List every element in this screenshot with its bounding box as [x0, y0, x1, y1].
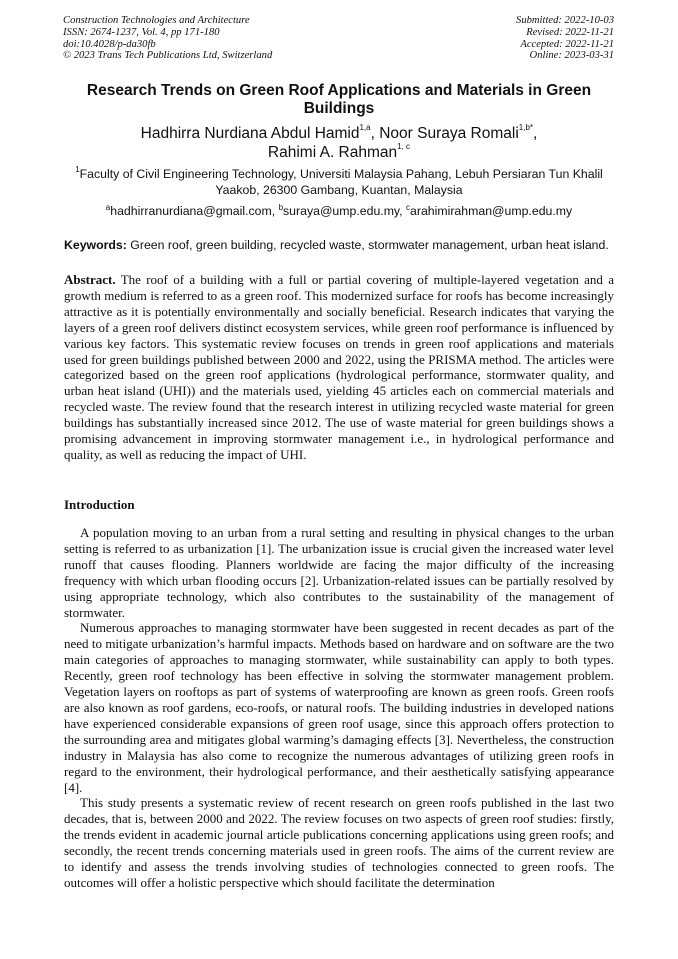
email-mark: b: [278, 203, 284, 212]
keywords: [64, 238, 624, 252]
revised-date: Revised: 2022-11-21: [526, 26, 614, 38]
keywords-label: Keywords:: [64, 238, 127, 252]
affiliation-text: Faculty of Civil Engineering Technology, Universiti Malaysia Pahang, Lebuh Persiaran Tun Khalil Yaakob, 26300 Gambang, Kuantan, Malaysia: [79, 167, 603, 197]
online-date: Online: 2023-03-31: [529, 50, 614, 62]
email-mark: a: [105, 203, 111, 212]
doi: doi:10.4028/p-da30fb: [63, 38, 156, 50]
dates-info: [516, 15, 614, 62]
affiliation: [64, 166, 614, 198]
submitted-date: Submitted: 2022-10-03: [516, 15, 614, 26]
accepted-date: Accepted: 2022-11-21: [520, 38, 614, 50]
author-affiliation-mark: 1, c: [397, 142, 411, 151]
email: hadhirranurdiana@gmail.com,: [110, 204, 279, 218]
author-name: Noor Suraya Romali: [379, 125, 519, 142]
paragraph: A population moving to an urban from a rural setting and resulting in physical changes to the urban setting is referred to as urbanization [1]. The urbanization issue is crucial given the increased water level runoff that causes flooding. Planners worldwide are facing the major difficulty of the increasing frequency with which urban flooding occurs [2]. Urbanization-related issues can be partially resolved by using appropriate technology, which also contributes to the sustainability of the management of stormwater.: [64, 525, 614, 620]
journal-name: Construction Technologies and Architecture: [63, 15, 250, 26]
email: arahimirahman@ump.edu.my: [410, 204, 573, 218]
paragraph: This study presents a systematic review of recent research on green roofs published in the last two decades, that is, between 2000 and 2022. The review focuses on two aspects of green roof studies: firstly, the trends evident in academic journal article publications concerning applications using green roofs; and secondly, the recent trends concerning materials used in green roofs. The aims of the current review are to identify and assess the trends involving studies of technologies connected to green roofs. The outcomes will offer a holistic perspective which should facilitate the determination: [64, 795, 614, 890]
introduction-body: [64, 525, 614, 891]
paragraph: Numerous approaches to managing stormwater have been suggested in recent decades as part of the need to mitigate urbanization’s harmful impacts. Methods based on hardware and on software are the two main categories of approaches to managing stormwater, while sustainability can apply to both types. Recently, green roof technology has been effective in solving the stormwater management problem. Vegetation layers on rooftops as part of systems of waterproofing are known as green roofs. Green roofs are also known as roof gardens, eco-roofs, or natural roofs. The building industries in developed nations have experienced considerable expansions of green roof usage, since this approach offers protection to the surrounding area and mitigates global warming’s damaging effects [3]. Nevertheless, the construction industry in Malaysia has also come to recognize the numerous advantages of utilizing green roofs in regard to the environment, their hydrological performance, and their aesthetically satisfying appearance [4].: [64, 620, 614, 795]
abstract: [64, 272, 614, 463]
paper-title: Research Trends on Green Roof Applications and Materials in Green Buildings: [86, 82, 592, 117]
author-name: Hadhirra Nurdiana Abdul Hamid: [140, 125, 360, 142]
affiliation-mark: 1: [75, 165, 80, 174]
journal-info: [63, 15, 272, 62]
abstract-text: The roof of a building with a full or partial covering of multiple-layered vegetation and a growth medium is referred to as a green roof. This modernized surface for roofs has become increasingly attractive as it is potentially environmentally and socially beneficial. Research indicates that varying the layers of a green roof delivers distinct ecosystem services, while green roof performance is influenced by various key factors. This systematic review focuses on trends in green roof applications and materials used for green buildings published between 2000 and 2022, using the PRISMA method. The articles were categorized based on the green roof applications (hydrological performance, stormwater quality, and urban heat island (UHI)) and the materials used, yielding 45 articles each on commercial materials and recycled waste. The review found that the research interest in utilizing recycled waste material for green buildings has substantially increased since 2012. The use of waste material for green buildings shows a promising advancement in improving stormwater management i.e., in hydrological performance and quality, as well as reducing the impact of UHI.: [64, 272, 614, 462]
author-affiliation-mark: 1,a: [359, 123, 371, 132]
keywords-text: Green roof, green building, recycled waste, stormwater management, urban heat island.: [126, 238, 609, 252]
email-list: [64, 204, 614, 218]
section-heading-introduction: Introduction: [64, 497, 135, 512]
author-name: Rahimi A. Rahman: [267, 144, 398, 161]
separator: ,: [370, 125, 380, 142]
author-affiliation-mark: 1,b*: [518, 123, 534, 132]
separator: ,: [533, 125, 538, 142]
issn: ISSN: 2674-1237, Vol. 4, pp 171-180: [63, 26, 220, 38]
email-mark: c: [406, 203, 411, 212]
copyright: © 2023 Trans Tech Publications Ltd, Switzerland: [63, 50, 273, 62]
abstract-label: Abstract.: [64, 272, 116, 287]
author-list: [64, 124, 614, 162]
email: suraya@ump.edu.my,: [283, 204, 407, 218]
